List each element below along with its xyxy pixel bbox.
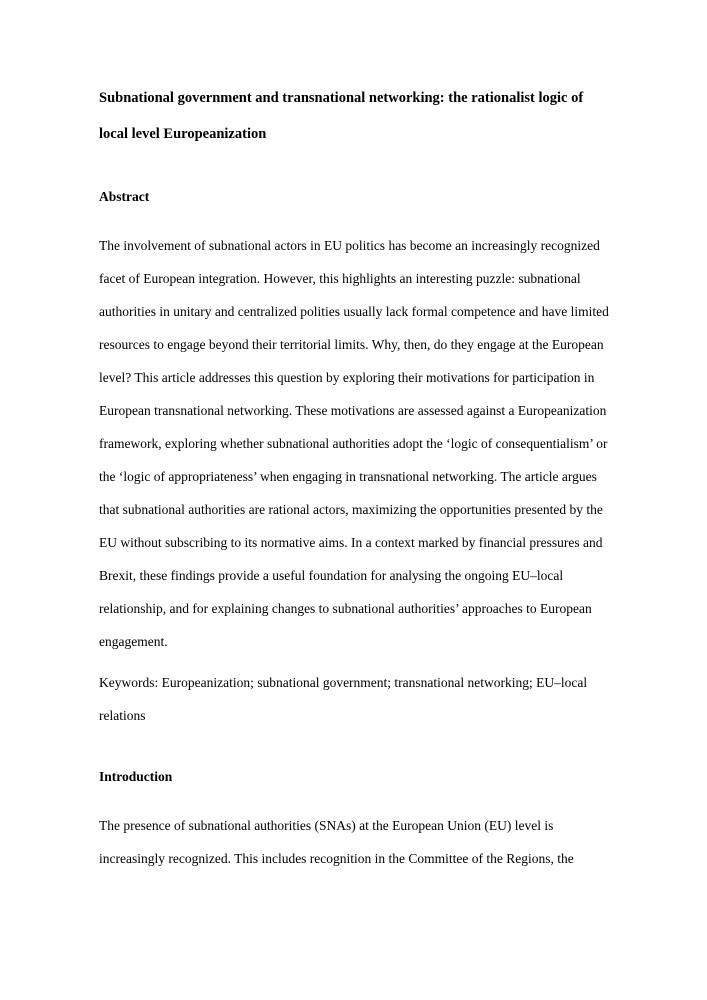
abstract-heading: Abstract <box>99 189 150 204</box>
introduction-text: The presence of subnational authorities (SNAs) at the European Union (EU) level is increasingly recognized. This includes recognition in the Committee of the Regions, the <box>99 818 574 866</box>
paper-title: Subnational government and transnational networking: the rationalist logic of local level Europeanization <box>99 90 584 142</box>
abstract-text: The involvement of subnational actors in EU politics has become an increasingly recognized facet of European integration. However, this highlights an interesting puzzle: subnational authorities in unitary and centralized polities usually lack formal competence and have limited resources to engage beyond their territorial limits. Why, then, do they engage at the European level? This article addresses this question by exploring their motivations for participation in European transnational networking. These motivations are assessed against a Europeanization framework, exploring whether subnational authorities adopt the ‘logic of consequentialism’ or the ‘logic of appropriateness’ when engaging in transnational networking. The article argues that subnational authorities are rational actors, maximizing the opportunities presented by the EU without subscribing to its normative aims. In a context marked by financial pressures and Brexit, these findings provide a useful foundation for analysing the ongoing EU–local relationship, and for explaining changes to subnational authorities’ approaches to European engagement. <box>99 238 609 649</box>
keywords-line: Keywords: Europeanization; subnational government; transnational networking; EU–local relations <box>99 675 588 723</box>
introduction-heading: Introduction <box>99 769 173 784</box>
